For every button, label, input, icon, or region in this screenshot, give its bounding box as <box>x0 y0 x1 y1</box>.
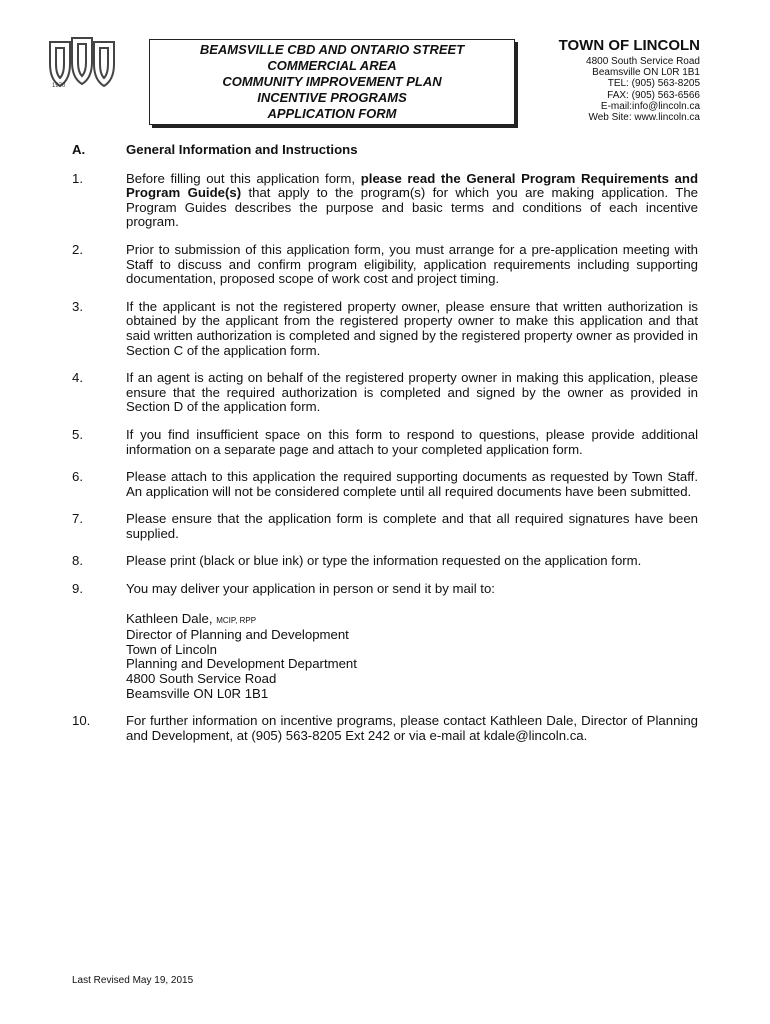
contact-name: Kathleen Dale, <box>126 610 217 626</box>
item-text: Please print (black or blue ink) or type the information requested on the application form. <box>126 553 642 569</box>
logo-year: 1970 <box>52 83 66 89</box>
instruction-item <box>72 243 698 287</box>
item-text-block <box>126 582 698 701</box>
item-text: You may deliver your application in person or send it by mail to: <box>126 581 495 597</box>
item-number: 5. <box>72 426 83 442</box>
item-text: Prior to submission of this application form, you must arrange for a pre-application meeting with Staff to discuss and confirm program eligibility, application requirements including supporting documentation, proposed scope of work cost and project timing. <box>126 241 698 287</box>
instructions-content <box>72 143 698 756</box>
instruction-item <box>72 470 698 499</box>
item-text-bold: please read the General Program Requirements and Program Guide(s) <box>126 170 698 201</box>
item-text <box>126 172 698 230</box>
title-line-3: COMMUNITY IMPROVEMENT PLAN <box>222 74 442 89</box>
instruction-item <box>72 554 698 569</box>
instruction-item <box>72 172 698 230</box>
instruction-item <box>72 714 698 743</box>
form-title-box <box>149 39 515 125</box>
town-address-line2: Beamsville ON L0R 1B1 <box>592 67 700 79</box>
instruction-item <box>72 582 698 701</box>
town-email: E-mail:info@lincoln.ca <box>600 100 700 112</box>
contact-credentials: MCIP, RPP <box>216 615 257 625</box>
last-revised-note: Last Revised May 19, 2015 <box>72 975 194 986</box>
section-label: A. <box>72 142 86 157</box>
instruction-item <box>72 300 698 358</box>
item-number: 10. <box>72 713 91 729</box>
item-number: 6. <box>72 469 83 485</box>
item-number: 2. <box>72 241 83 257</box>
item-text: If you find insufficient space on this form to respond to questions, please provide additional information on a separate page and attach to your completed application form. <box>126 426 698 457</box>
title-line-5: APPLICATION FORM <box>267 106 397 121</box>
town-fax: FAX: (905) 563-6566 <box>607 89 700 101</box>
town-name: TOWN OF LINCOLN <box>558 37 700 54</box>
item-text: Please ensure that the application form is complete and that all required signatures have been supplied. <box>126 511 698 541</box>
contact-title: Director of Planning and Development <box>126 627 349 643</box>
contact-city: Beamsville ON L0R 1B1 <box>126 685 269 701</box>
title-line-1: BEAMSVILLE CBD AND ONTARIO STREET <box>199 42 465 57</box>
section-heading <box>72 143 698 158</box>
item-text: Please attach to this application the required supporting documents as requested by Town Staff. An application will not be considered complete until all required documents have been submitted. <box>126 469 698 499</box>
item-text: If an agent is acting on behalf of the registered property owner in making this application, please ensure that the required authorization is completed and signed by the owner as provided in Section D of the application form. <box>126 370 698 415</box>
item-text: For further information on incentive programs, please contact Kathleen Dale, Director of Planning and Development, at (905) 563-8205 Ext 242 or via e-mail at kdale@lincoln.ca. <box>126 713 698 743</box>
contact-street: 4800 South Service Road <box>126 671 277 687</box>
title-line-4: INCENTIVE PROGRAMS <box>257 90 407 105</box>
instruction-item <box>72 512 698 541</box>
town-address-line1: 4800 South Service Road <box>586 56 700 67</box>
item-number: 8. <box>72 553 83 569</box>
mailing-address <box>126 612 698 702</box>
item-number: 1. <box>72 170 83 186</box>
section-title: General Information and Instructions <box>126 142 358 157</box>
contact-org: Town of Lincoln <box>126 641 217 657</box>
item-number: 9. <box>72 581 83 597</box>
instruction-item <box>72 371 698 415</box>
item-text-pre: Before filling out this application form, <box>126 170 361 186</box>
town-tel: TEL: (905) 563-8205 <box>607 78 700 90</box>
contact-dept: Planning and Development Department <box>126 656 357 672</box>
town-contact-block <box>559 37 700 123</box>
item-text-post: that apply to the program(s) for which you are making application. The Program Guides describes the purpose and basic terms and conditions of each incentive program. <box>126 185 698 230</box>
item-number: 7. <box>72 511 83 527</box>
item-number: 4. <box>72 370 83 386</box>
contact-name-line <box>126 612 698 629</box>
instruction-item <box>72 428 698 457</box>
town-website: Web Site: www.lincoln.ca <box>588 112 700 124</box>
title-line-2: COMMERCIAL AREA <box>267 58 397 73</box>
item-number: 3. <box>72 298 83 314</box>
item-text: If the applicant is not the registered property owner, please ensure that written authorization is obtained by the applicant from the registered property owner to make this application and that said written authorization is completed and signed by the registered property owner as provided in Section C of the application form. <box>126 298 698 358</box>
